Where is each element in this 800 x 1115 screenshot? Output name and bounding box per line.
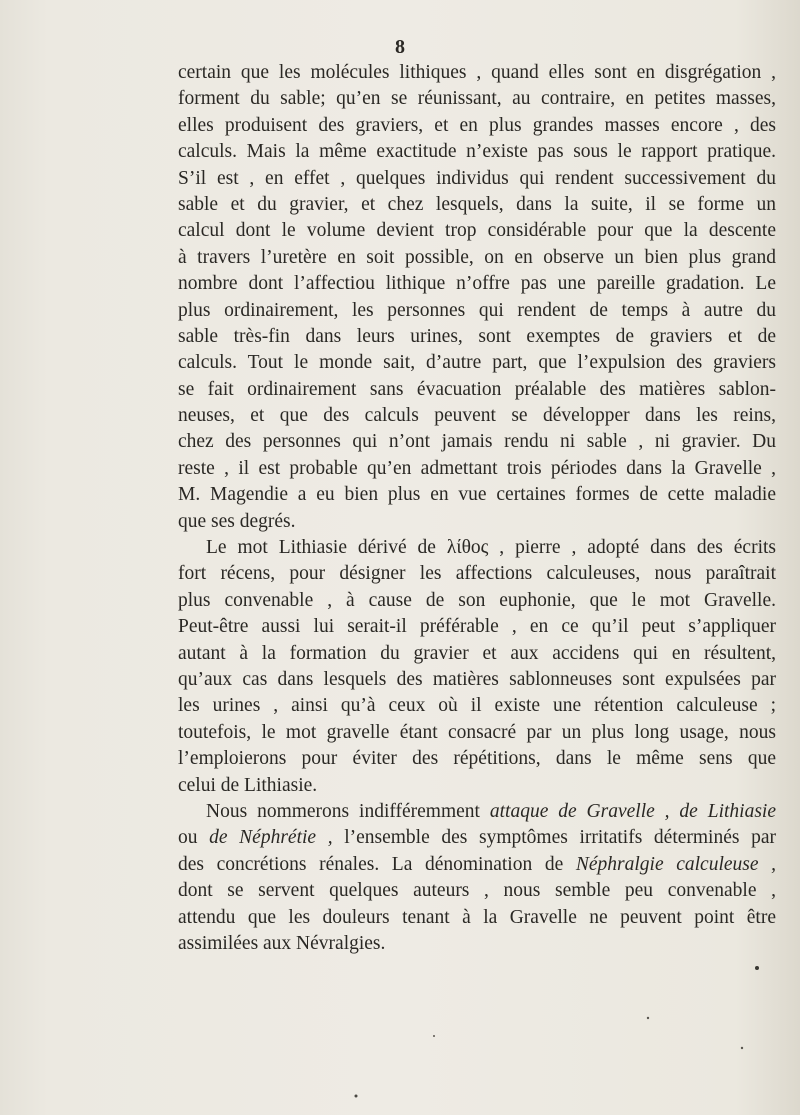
body-text: [178, 60, 776, 957]
text-line: plus ordinairement, les personnes qui rendent de temps à autre du: [178, 299, 776, 321]
ink-speck: [741, 1047, 743, 1049]
text-line: nombre dont l’affectiou lithique n’offre pas une pareille gradation. Le: [178, 273, 776, 295]
text-line: S’il est , en effet , quelques individus qui rendent successivement du: [178, 167, 776, 189]
text-line: chez des personnes qui n’ont jamais rendu ni sable , ni gravier. Du: [178, 431, 776, 453]
text-line: certain que les molécules lithiques , quand elles sont en disgrégation ,: [178, 62, 776, 83]
text-line: dont se servent quelques auteurs , nous semble peu convenable ,: [178, 880, 776, 902]
ink-speck: [755, 966, 759, 970]
text-line: [178, 852, 776, 878]
text-line: l’emploierons pour éviter des répétitions, dans le même sens que: [178, 748, 776, 770]
text-run: l’ensemble des symptômes irritatifs déterminés par: [332, 827, 776, 849]
ink-speck: [647, 1017, 649, 1019]
italic-term: de Néphrétie ,: [209, 827, 333, 849]
text-run: Nous nommerons indifféremment: [206, 800, 490, 822]
italic-term: attaque de Gravelle , de Lithiasie: [489, 800, 776, 822]
text-line: [178, 799, 776, 825]
text-line: les urines , ainsi qu’à ceux où il existe une rétention calculeuse ;: [178, 695, 776, 717]
text-line: neuses, et que des calculs peuvent se développer dans les reins,: [178, 405, 776, 427]
ink-speck: [355, 1095, 358, 1098]
text-line: calculs. Mais la même exactitude n’existe pas sous le rapport pratique.: [178, 141, 776, 163]
text-line: assimilées aux Névralgies.: [178, 932, 386, 954]
ink-speck: [433, 1035, 435, 1037]
text-line: reste , il est probable qu’en admettant trois périodes dans la Gravelle ,: [178, 457, 776, 479]
text-line: forment du sable; qu’en se réunissant, au contraire, en petites masses,: [178, 88, 776, 110]
text-line: fort récens, pour désigner les affections calculeuses, nous paraîtrait: [178, 563, 776, 585]
italic-term: Néphralgie calculeuse ,: [575, 853, 776, 875]
text-line: sable et du gravier, et chez lesquels, dans la suite, il se forme un: [178, 193, 776, 215]
page-number: 8: [395, 36, 405, 58]
text-line: Peut-être aussi lui serait-il préférable , en ce qu’il peut s’appliquer: [178, 616, 776, 638]
text-line: autant à la formation du gravier et aux accidens qui en résultent,: [178, 642, 776, 664]
text-line: qu’aux cas dans lesquels des matières sablonneuses sont expulsées par: [178, 668, 776, 690]
text-line: attendu que les douleurs tenant à la Gravelle ne peuvent point être: [178, 906, 776, 928]
text-line: [178, 825, 776, 851]
text-line: sable très-fin dans leurs urines, sont exemptes de graviers et de: [178, 325, 776, 347]
text-line: se fait ordinairement sans évacuation préalable des matières sablon-: [178, 378, 776, 400]
text-line: elles produisent des graviers, et en plus grandes masses encore , des: [178, 114, 776, 136]
text-run: ou: [178, 827, 210, 849]
text-line: à travers l’uretère en soit possible, on en observe un bien plus grand: [178, 246, 776, 268]
text-line: calcul dont le volume devient trop considérable pour que la descente: [178, 220, 776, 242]
text-run: des concrétions rénales. La dénomination de: [178, 853, 576, 875]
text-line: M. Magendie a eu bien plus en vue certaines formes de cette maladie: [178, 484, 776, 506]
text-line: Le mot Lithiasie dérivé de λίθος , pierre , adopté dans des écrits: [206, 537, 776, 559]
text-line: que ses degrés.: [178, 510, 296, 532]
text-line: toutefois, le mot gravelle étant consacré par un plus long usage, nous: [178, 721, 776, 743]
text-line: calculs. Tout le monde sait, d’autre part, que l’expulsion des graviers: [178, 352, 776, 374]
text-line: celui de Lithiasie.: [178, 774, 318, 796]
text-line: plus convenable , à cause de son euphonie, que le mot Gravelle.: [178, 589, 776, 611]
